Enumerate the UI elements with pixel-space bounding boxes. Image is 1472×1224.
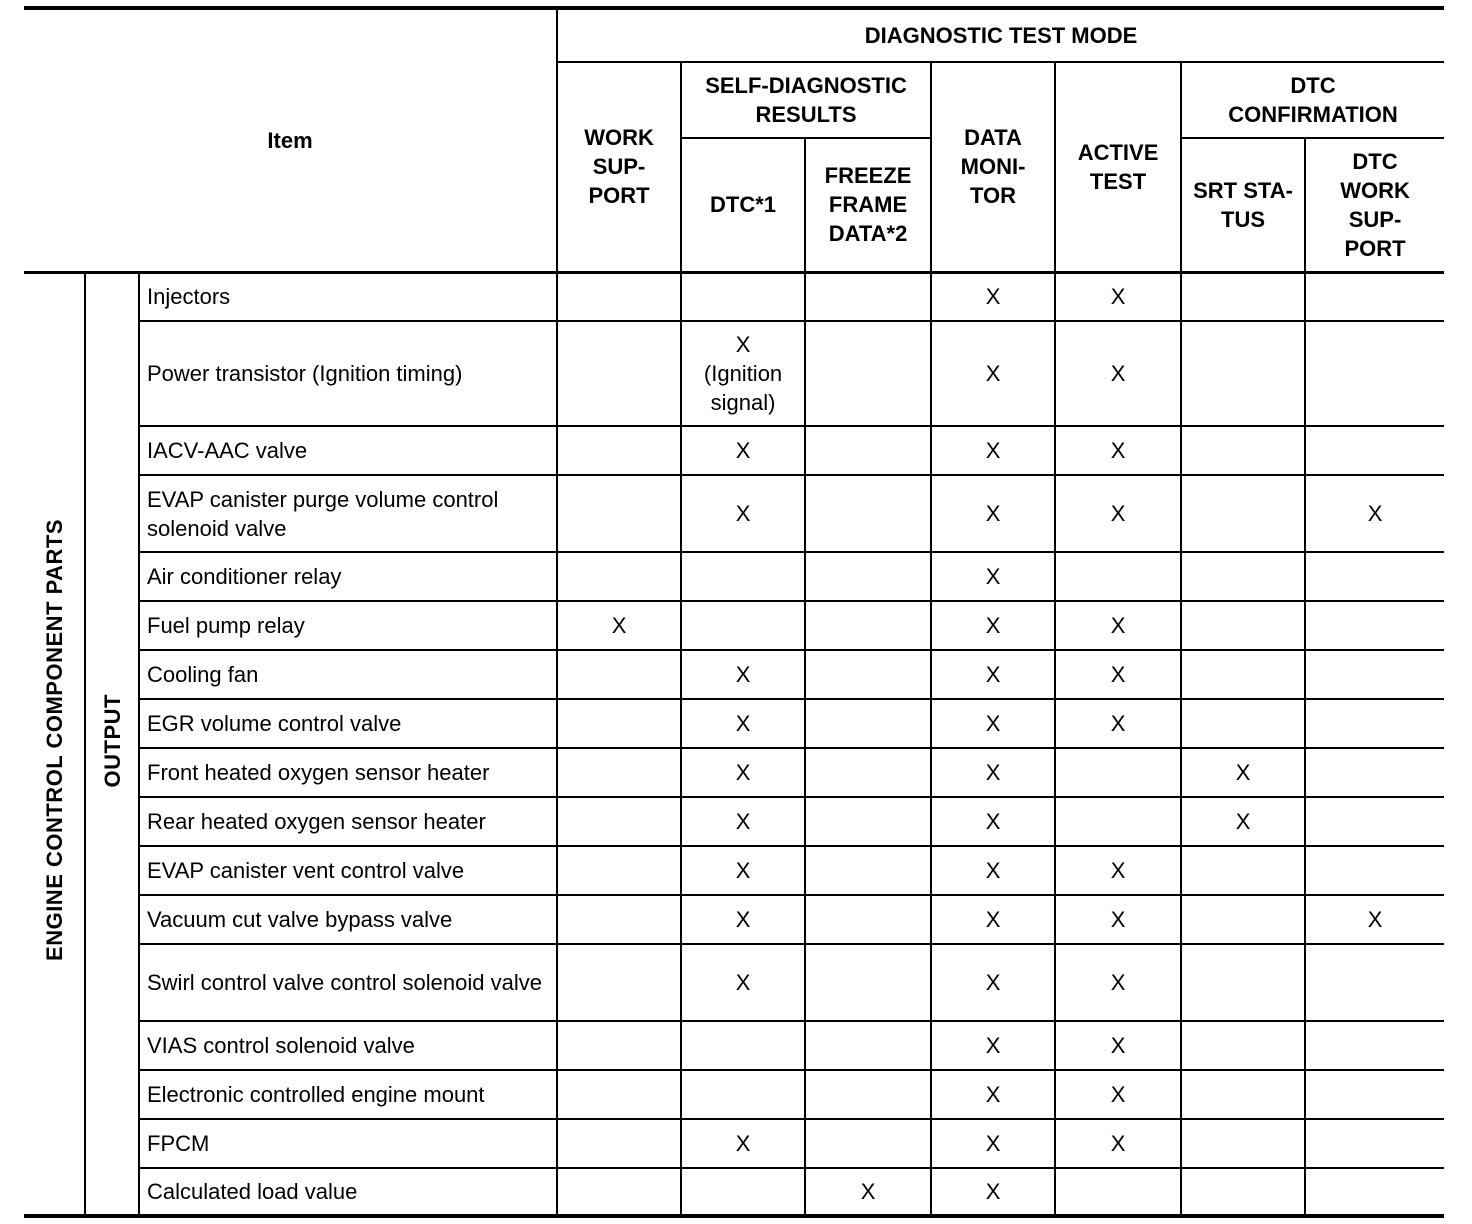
- active-test-cell: X: [1055, 426, 1181, 475]
- work-support-cell: [557, 895, 681, 944]
- item-name-cell: Rear heated oxygen sensor heater: [139, 797, 557, 846]
- active-test-cell: X: [1055, 321, 1181, 426]
- item-name-cell: EGR volume control valve: [139, 699, 557, 748]
- freeze-frame-data-header: FREEZE FRAME DATA*2: [805, 138, 931, 272]
- srt-status-cell: [1181, 699, 1305, 748]
- work-support-cell: [557, 797, 681, 846]
- srt-status-cell: [1181, 552, 1305, 601]
- category-label-cell: [24, 272, 85, 1216]
- data-monitor-cell: X: [931, 475, 1055, 552]
- work-support-cell: X: [557, 601, 681, 650]
- freeze-frame-data-cell: [805, 650, 931, 699]
- dtc-cell: X: [681, 426, 805, 475]
- active-test-cell: X: [1055, 944, 1181, 1021]
- item-name-cell: Air conditioner relay: [139, 552, 557, 601]
- dtc-cell: [681, 552, 805, 601]
- item-column-header: Item: [24, 8, 557, 272]
- dtc-cell: [681, 1070, 805, 1119]
- data-monitor-cell: X: [931, 601, 1055, 650]
- srt-status-cell: [1181, 321, 1305, 426]
- dtc-work-support-cell: X: [1305, 895, 1444, 944]
- item-name-cell: Injectors: [139, 272, 557, 321]
- freeze-frame-data-cell: [805, 1119, 931, 1168]
- dtc-work-support-cell: [1305, 1021, 1444, 1070]
- dtc-cell: [681, 1021, 805, 1070]
- dtc-cell: X: [681, 846, 805, 895]
- data-monitor-cell: X: [931, 552, 1055, 601]
- active-test-cell: X: [1055, 1070, 1181, 1119]
- srt-status-cell: X: [1181, 748, 1305, 797]
- item-name-cell: EVAP canister purge volume control solenoid valve: [139, 475, 557, 552]
- work-support-cell: [557, 846, 681, 895]
- active-test-cell: X: [1055, 699, 1181, 748]
- item-name-cell: Front heated oxygen sensor heater: [139, 748, 557, 797]
- freeze-frame-data-cell: [805, 426, 931, 475]
- item-name-cell: Power transistor (Ignition timing): [139, 321, 557, 426]
- table-row: [24, 601, 1444, 650]
- table-row: [24, 552, 1444, 601]
- srt-status-cell: [1181, 1021, 1305, 1070]
- srt-status-cell: [1181, 846, 1305, 895]
- dtc-cell: X: [681, 699, 805, 748]
- srt-status-cell: [1181, 944, 1305, 1021]
- active-test-cell: X: [1055, 1021, 1181, 1070]
- table-row: [24, 895, 1444, 944]
- dtc-work-support-cell: [1305, 1119, 1444, 1168]
- item-name-cell: Swirl control valve control solenoid valve: [139, 944, 557, 1021]
- work-support-cell: [557, 552, 681, 601]
- table-row: [24, 1168, 1444, 1216]
- srt-status-cell: [1181, 272, 1305, 321]
- freeze-frame-data-cell: [805, 601, 931, 650]
- item-name-cell: EVAP canister vent control valve: [139, 846, 557, 895]
- dtc-cell: X: [681, 944, 805, 1021]
- category-label: ENGINE CONTROL COMPONENT PARTS: [41, 519, 67, 962]
- work-support-cell: [557, 426, 681, 475]
- freeze-frame-data-cell: [805, 1021, 931, 1070]
- data-monitor-cell: X: [931, 748, 1055, 797]
- srt-status-cell: [1181, 1119, 1305, 1168]
- data-monitor-cell: X: [931, 321, 1055, 426]
- dtc-work-support-cell: X: [1305, 475, 1444, 552]
- active-test-cell: [1055, 552, 1181, 601]
- work-support-cell: [557, 944, 681, 1021]
- table-row: [24, 797, 1444, 846]
- dtc-cell: X: [681, 650, 805, 699]
- dtc-work-support-cell: [1305, 846, 1444, 895]
- dtc-work-support-cell: [1305, 601, 1444, 650]
- srt-status-cell: [1181, 475, 1305, 552]
- active-test-cell: [1055, 797, 1181, 846]
- srt-status-cell: [1181, 1070, 1305, 1119]
- work-support-cell: [557, 1021, 681, 1070]
- dtc-work-support-cell: [1305, 321, 1444, 426]
- work-support-cell: [557, 650, 681, 699]
- dtc-cell: X: [681, 797, 805, 846]
- work-support-cell: [557, 321, 681, 426]
- work-support-cell: [557, 748, 681, 797]
- freeze-frame-data-cell: [805, 846, 931, 895]
- active-test-cell: [1055, 748, 1181, 797]
- freeze-frame-data-cell: [805, 552, 931, 601]
- table-row: [24, 426, 1444, 475]
- data-monitor-cell: X: [931, 1021, 1055, 1070]
- srt-status-cell: [1181, 895, 1305, 944]
- dtc-work-support-cell: [1305, 650, 1444, 699]
- dtc-confirmation-header: DTC CONFIRMATION: [1181, 62, 1444, 138]
- active-test-cell: [1055, 1168, 1181, 1216]
- srt-status-cell: [1181, 426, 1305, 475]
- freeze-frame-data-cell: [805, 321, 931, 426]
- srt-status-cell: [1181, 1168, 1305, 1216]
- freeze-frame-data-cell: [805, 475, 931, 552]
- table-row: [24, 846, 1444, 895]
- dtc-work-support-cell: [1305, 552, 1444, 601]
- table-row: [24, 650, 1444, 699]
- data-monitor-cell: X: [931, 1168, 1055, 1216]
- item-name-cell: Fuel pump relay: [139, 601, 557, 650]
- freeze-frame-data-cell: [805, 797, 931, 846]
- table-row: [24, 699, 1444, 748]
- dtc-work-support-cell: [1305, 944, 1444, 1021]
- diagnostic-test-mode-table: [24, 6, 1444, 1218]
- dtc-work-support-cell: [1305, 1168, 1444, 1216]
- active-test-cell: X: [1055, 272, 1181, 321]
- item-name-cell: VIAS control solenoid valve: [139, 1021, 557, 1070]
- data-monitor-cell: X: [931, 895, 1055, 944]
- freeze-frame-data-cell: [805, 944, 931, 1021]
- data-monitor-cell: X: [931, 846, 1055, 895]
- table-row: [24, 944, 1444, 1021]
- table-row: [24, 321, 1444, 426]
- dtc-cell: X: [681, 748, 805, 797]
- dtc-cell: X: [681, 475, 805, 552]
- work-support-cell: [557, 1070, 681, 1119]
- active-test-cell: X: [1055, 475, 1181, 552]
- diagnostic-test-mode-header: DIAGNOSTIC TEST MODE: [557, 8, 1444, 62]
- active-test-cell: X: [1055, 1119, 1181, 1168]
- freeze-frame-data-cell: X: [805, 1168, 931, 1216]
- work-support-header: WORK SUP- PORT: [557, 62, 681, 272]
- data-monitor-cell: X: [931, 699, 1055, 748]
- table-row: [24, 475, 1444, 552]
- table-row: [24, 272, 1444, 321]
- freeze-frame-data-cell: [805, 699, 931, 748]
- dtc-header: DTC*1: [681, 138, 805, 272]
- data-monitor-cell: X: [931, 426, 1055, 475]
- dtc-cell: [681, 272, 805, 321]
- dtc-work-support-header: DTC WORK SUP- PORT: [1305, 138, 1444, 272]
- subcategory-label: OUTPUT: [99, 693, 125, 787]
- item-name-cell: Calculated load value: [139, 1168, 557, 1216]
- active-test-cell: X: [1055, 846, 1181, 895]
- dtc-cell: X (Ignition signal): [681, 321, 805, 426]
- srt-status-cell: X: [1181, 797, 1305, 846]
- table-row: [24, 748, 1444, 797]
- work-support-cell: [557, 1168, 681, 1216]
- item-name-cell: Vacuum cut valve bypass valve: [139, 895, 557, 944]
- data-monitor-cell: X: [931, 650, 1055, 699]
- dtc-work-support-cell: [1305, 426, 1444, 475]
- item-name-cell: Electronic controlled engine mount: [139, 1070, 557, 1119]
- item-name-cell: FPCM: [139, 1119, 557, 1168]
- work-support-cell: [557, 272, 681, 321]
- data-monitor-cell: X: [931, 272, 1055, 321]
- item-name-cell: Cooling fan: [139, 650, 557, 699]
- dtc-work-support-cell: [1305, 797, 1444, 846]
- dtc-cell: [681, 601, 805, 650]
- work-support-cell: [557, 699, 681, 748]
- active-test-cell: X: [1055, 895, 1181, 944]
- self-diagnostic-results-header: SELF-DIAGNOSTIC RESULTS: [681, 62, 931, 138]
- srt-status-cell: [1181, 601, 1305, 650]
- work-support-cell: [557, 1119, 681, 1168]
- srt-status-header: SRT STA- TUS: [1181, 138, 1305, 272]
- active-test-cell: X: [1055, 650, 1181, 699]
- data-monitor-cell: X: [931, 944, 1055, 1021]
- data-monitor-header: DATA MONI- TOR: [931, 62, 1055, 272]
- freeze-frame-data-cell: [805, 748, 931, 797]
- dtc-work-support-cell: [1305, 1070, 1444, 1119]
- work-support-cell: [557, 475, 681, 552]
- srt-status-cell: [1181, 650, 1305, 699]
- dtc-cell: X: [681, 895, 805, 944]
- dtc-work-support-cell: [1305, 699, 1444, 748]
- dtc-cell: [681, 1168, 805, 1216]
- subcategory-label-cell: [85, 272, 139, 1216]
- active-test-cell: X: [1055, 601, 1181, 650]
- dtc-work-support-cell: [1305, 272, 1444, 321]
- table-row: [24, 1021, 1444, 1070]
- dtc-work-support-cell: [1305, 748, 1444, 797]
- data-monitor-cell: X: [931, 1070, 1055, 1119]
- data-monitor-cell: X: [931, 1119, 1055, 1168]
- freeze-frame-data-cell: [805, 895, 931, 944]
- table-row: [24, 1070, 1444, 1119]
- data-monitor-cell: X: [931, 797, 1055, 846]
- table-row: [24, 1119, 1444, 1168]
- freeze-frame-data-cell: [805, 1070, 931, 1119]
- item-name-cell: IACV-AAC valve: [139, 426, 557, 475]
- dtc-cell: X: [681, 1119, 805, 1168]
- active-test-header: ACTIVE TEST: [1055, 62, 1181, 272]
- freeze-frame-data-cell: [805, 272, 931, 321]
